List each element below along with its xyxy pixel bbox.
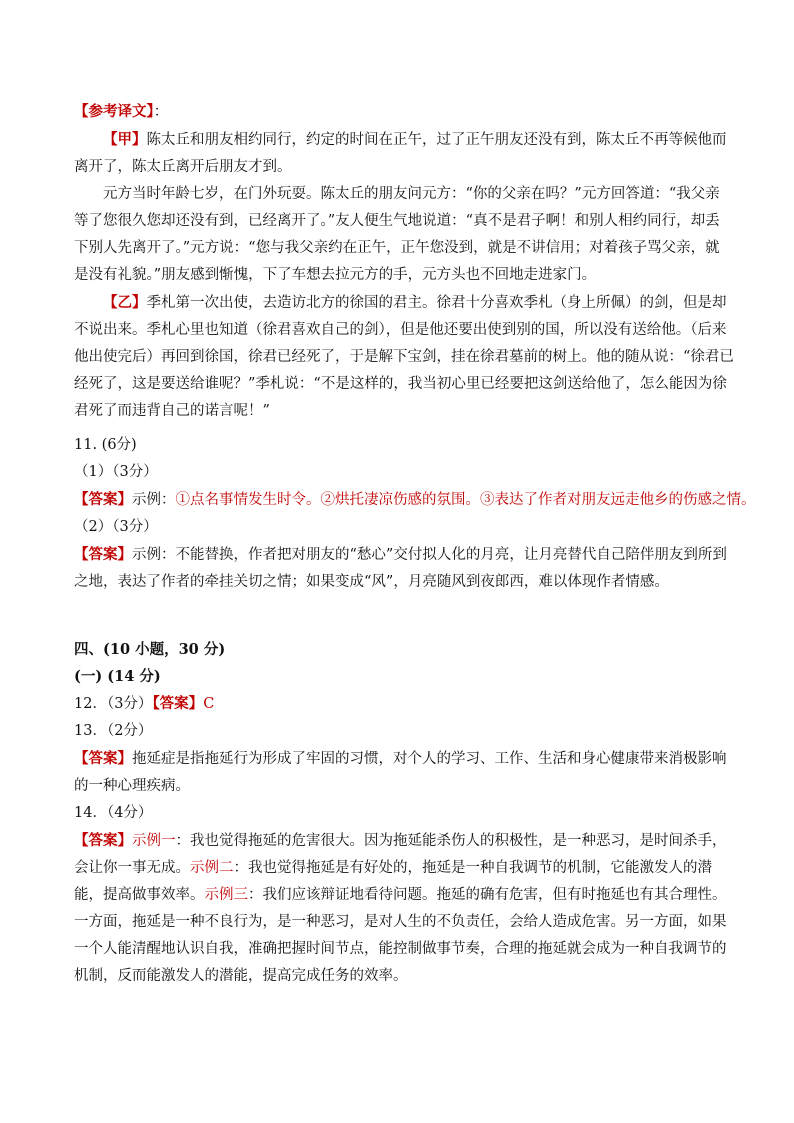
translation-paragraph-2: 元方当时年龄七岁，在门外玩耍。陈太丘的朋友问元方：“你的父亲在吗？”元方回答道：“我父亲等了您很久您却还没有到，已经离开了。”友人便生气地说道：“真不是君子啊！和别人相约同行，却丢下别人先离开了。”元方说：“您与我父亲约在正午，正午您没到，就是不讲信用；对着孩子骂父亲，就是没有礼貌。”朋友感到惭愧，下了车想去拉元方的手，元方头也不回地走进家门。	[74, 186, 720, 283]
jia-text: 陈太丘和朋友相约同行，约定的时间在正午，过了正午朋友还没有到，陈太丘不再等候他而离开了，陈太丘离开后朋友才到。	[74, 132, 727, 175]
translation-heading-colon: ：	[153, 104, 169, 120]
q13-answer	[74, 745, 734, 800]
q14-example3-label: 示例三	[204, 887, 248, 903]
q11-sub2: （2）（3分）	[74, 519, 158, 535]
q12-tag: 【答案】	[152, 695, 204, 712]
q14-title: 14．（4分）	[74, 805, 153, 821]
spacer	[74, 425, 734, 432]
q14-example2-text: ：我也觉得拖延是有好处的，拖延是一种自我调节的机制，它能激发人的潜能，提高做事效率。	[74, 860, 712, 903]
q11-answer1-tag: 【答案】	[74, 491, 132, 508]
section4-part1: (一) (14 分)	[74, 668, 161, 685]
yi-text: 季札第一次出使，去造访北方的徐国的君主。徐君十分喜欢季札（身上所佩）的剑，但是却不说出来。季札心里也知道（徐君喜欢自己的剑），但是他还要出使到别的国，所以没有送给他。（后来他出使完后）再回到徐国，徐君已经死了，于是解下宝剑，挂在徐君墓前的树上。他的随从说：“徐君已经死了，这是要送给谁呢？”季札说：“不是这样的，我当初心里已经要把这剑送给他了，怎么能因为徐君死了而违背自己的诺言呢！”	[74, 295, 734, 419]
q12-prefix: 12．（3分）	[74, 696, 153, 712]
q11-answer2-text: 示例：不能替换，作者把对朋友的“愁心”交付拟人化的月亮，让月亮替代自己陪伴朋友到所到之地，表达了作者的牵挂关切之情；如果变成“风”，月亮随风到夜郎西，难以体现作者情感。	[74, 547, 727, 590]
q12-line	[74, 690, 734, 718]
jia-tag: 【甲】	[103, 131, 147, 148]
translation-heading-label: 【参考译文】	[74, 103, 154, 120]
q11-answer1	[74, 486, 756, 514]
yi-tag: 【乙】	[103, 294, 147, 311]
q14-example3-text: ：我们应该辩证地看待问题。拖延的确有危害，但有时拖延也有其合理性。一方面，拖延是一种不良行为，是一种恶习，是对人生的不负责任，会给人造成危害。另一方面，如果一个人能清醒地认识自我，准确把握时间节点，能控制做事节奏，合理的拖延就会成为一种自我调节的机制，反而能激发人的潜能，提高完成任务的效率。	[74, 887, 727, 984]
document-content	[74, 98, 756, 990]
translation-heading	[74, 98, 734, 126]
q13-answer-text: 拖延症是指拖延行为形成了牢固的习惯，对个人的学习、工作、生活和身心健康带来消极影响的一种心理疾病。	[74, 751, 727, 794]
q11-title: 11. (6分)	[74, 437, 137, 453]
q14-example1-text: ：我也觉得拖延的危害很大。因为拖延能杀伤人的积极性，是一种恶习，是时间杀手，会让你一事无成。	[74, 833, 727, 876]
q14-example2-label: 示例二	[190, 860, 234, 876]
q13-title: 13．（2分）	[74, 723, 153, 739]
q14-answer	[74, 827, 734, 990]
translation-jia-paragraph	[74, 126, 734, 181]
spacer	[74, 596, 734, 636]
q11-answer1-text: ①点名事情发生时令。②烘托凄凉伤感的氛围。③表达了作者对朋友远走他乡的伤感之情。	[175, 492, 756, 508]
q14-tag: 【答案】	[74, 832, 132, 849]
q12-answer: C	[203, 696, 215, 712]
section4-title: 四、(10 小题，30 分)	[74, 641, 226, 658]
q13-tag: 【答案】	[74, 750, 132, 767]
q11-answer2	[74, 541, 734, 596]
q11-answer2-tag: 【答案】	[74, 546, 132, 563]
q11-sub1: （1）（3分）	[74, 464, 158, 480]
translation-yi-paragraph	[74, 289, 734, 425]
q14-example1-label: 示例一	[132, 833, 176, 849]
q11-answer1-prefix: 示例：	[132, 492, 176, 508]
